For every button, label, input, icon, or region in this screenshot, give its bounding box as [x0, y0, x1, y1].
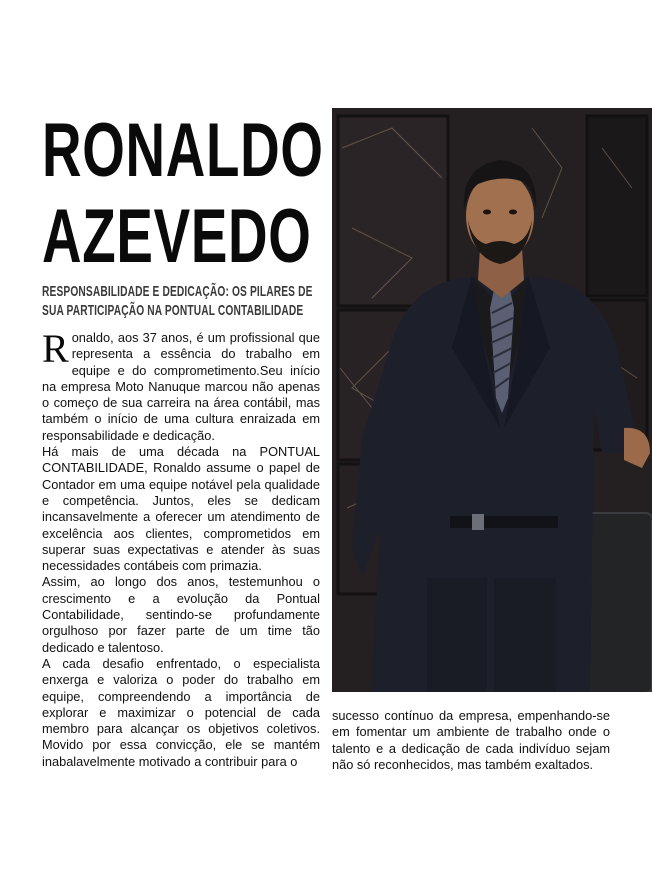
title-line-2: AZEVEDO — [42, 194, 312, 279]
portrait-photo — [332, 108, 652, 692]
article-subtitle: RESPONSABILIDADE E DEDICAÇÃO: OS PILARES DE SUA PARTICIPAÇÃO NA PONTUAL CONTABILIDADE — [42, 283, 313, 319]
wall-panel — [587, 116, 647, 296]
drop-cap: R — [42, 326, 69, 371]
belt-buckle — [472, 514, 484, 530]
article-body-left-column — [42, 326, 320, 770]
paragraph-4-continued: sucesso contínuo da empresa, empenhando-se em fomentar um ambiente de trabalho onde o talento e a dedicação de cada indivíduo sejam não só reconhecidos, mas também exaltados. — [332, 708, 610, 772]
paragraph-1 — [42, 326, 320, 444]
paragraph-1-text: onaldo, aos 37 anos, é um profissional que representa a essência do trabalho em equipe e do comprometimento.Seu início na empresa Moto Nanuque marcou não apenas o começo de sua carreira na área contábil, mas também o início de uma cultura enraizada em responsabilidade e dedicação. — [42, 330, 320, 443]
right-leg — [494, 578, 556, 692]
left-leg — [427, 578, 487, 692]
right-eye — [509, 210, 517, 215]
paragraph-4: A cada desafio enfrentado, o especialista enxerga e valoriza o poder do trabalho em equipe, compreendendo a importância de explorar e maximizar o potencial de cada membro para alcançar os objetivos coletivos. Movido por essa convicção, ele se mantém inabalavelmente motivado a contribuir para o — [42, 655, 320, 769]
article-body-right-column — [332, 708, 610, 773]
chair — [584, 513, 652, 692]
left-eye — [483, 210, 491, 215]
paragraph-2: Há mais de uma década na PONTUAL CONTABILIDADE, Ronaldo assume o papel de Contador em uma equipe notável pela qualidade e competência. Juntos, eles se dedicam incansavelmente a oferecer um atendimento de excelência aos clientes, comprometidos em superar suas expectativas e atender às suas necessidades contábeis com primazia. — [42, 444, 320, 574]
portrait-illustration — [332, 108, 652, 692]
title-line-1: RONALDO — [42, 108, 324, 193]
paragraph-3: Assim, ao longo dos anos, testemunhou o crescimento e a evolução da Pontual Contabilidade, sentindo-se profundamente orgulhoso por fazer parte de um time tão dedicado e talentoso. — [42, 574, 320, 655]
belt — [450, 516, 558, 528]
article-title — [42, 108, 324, 280]
